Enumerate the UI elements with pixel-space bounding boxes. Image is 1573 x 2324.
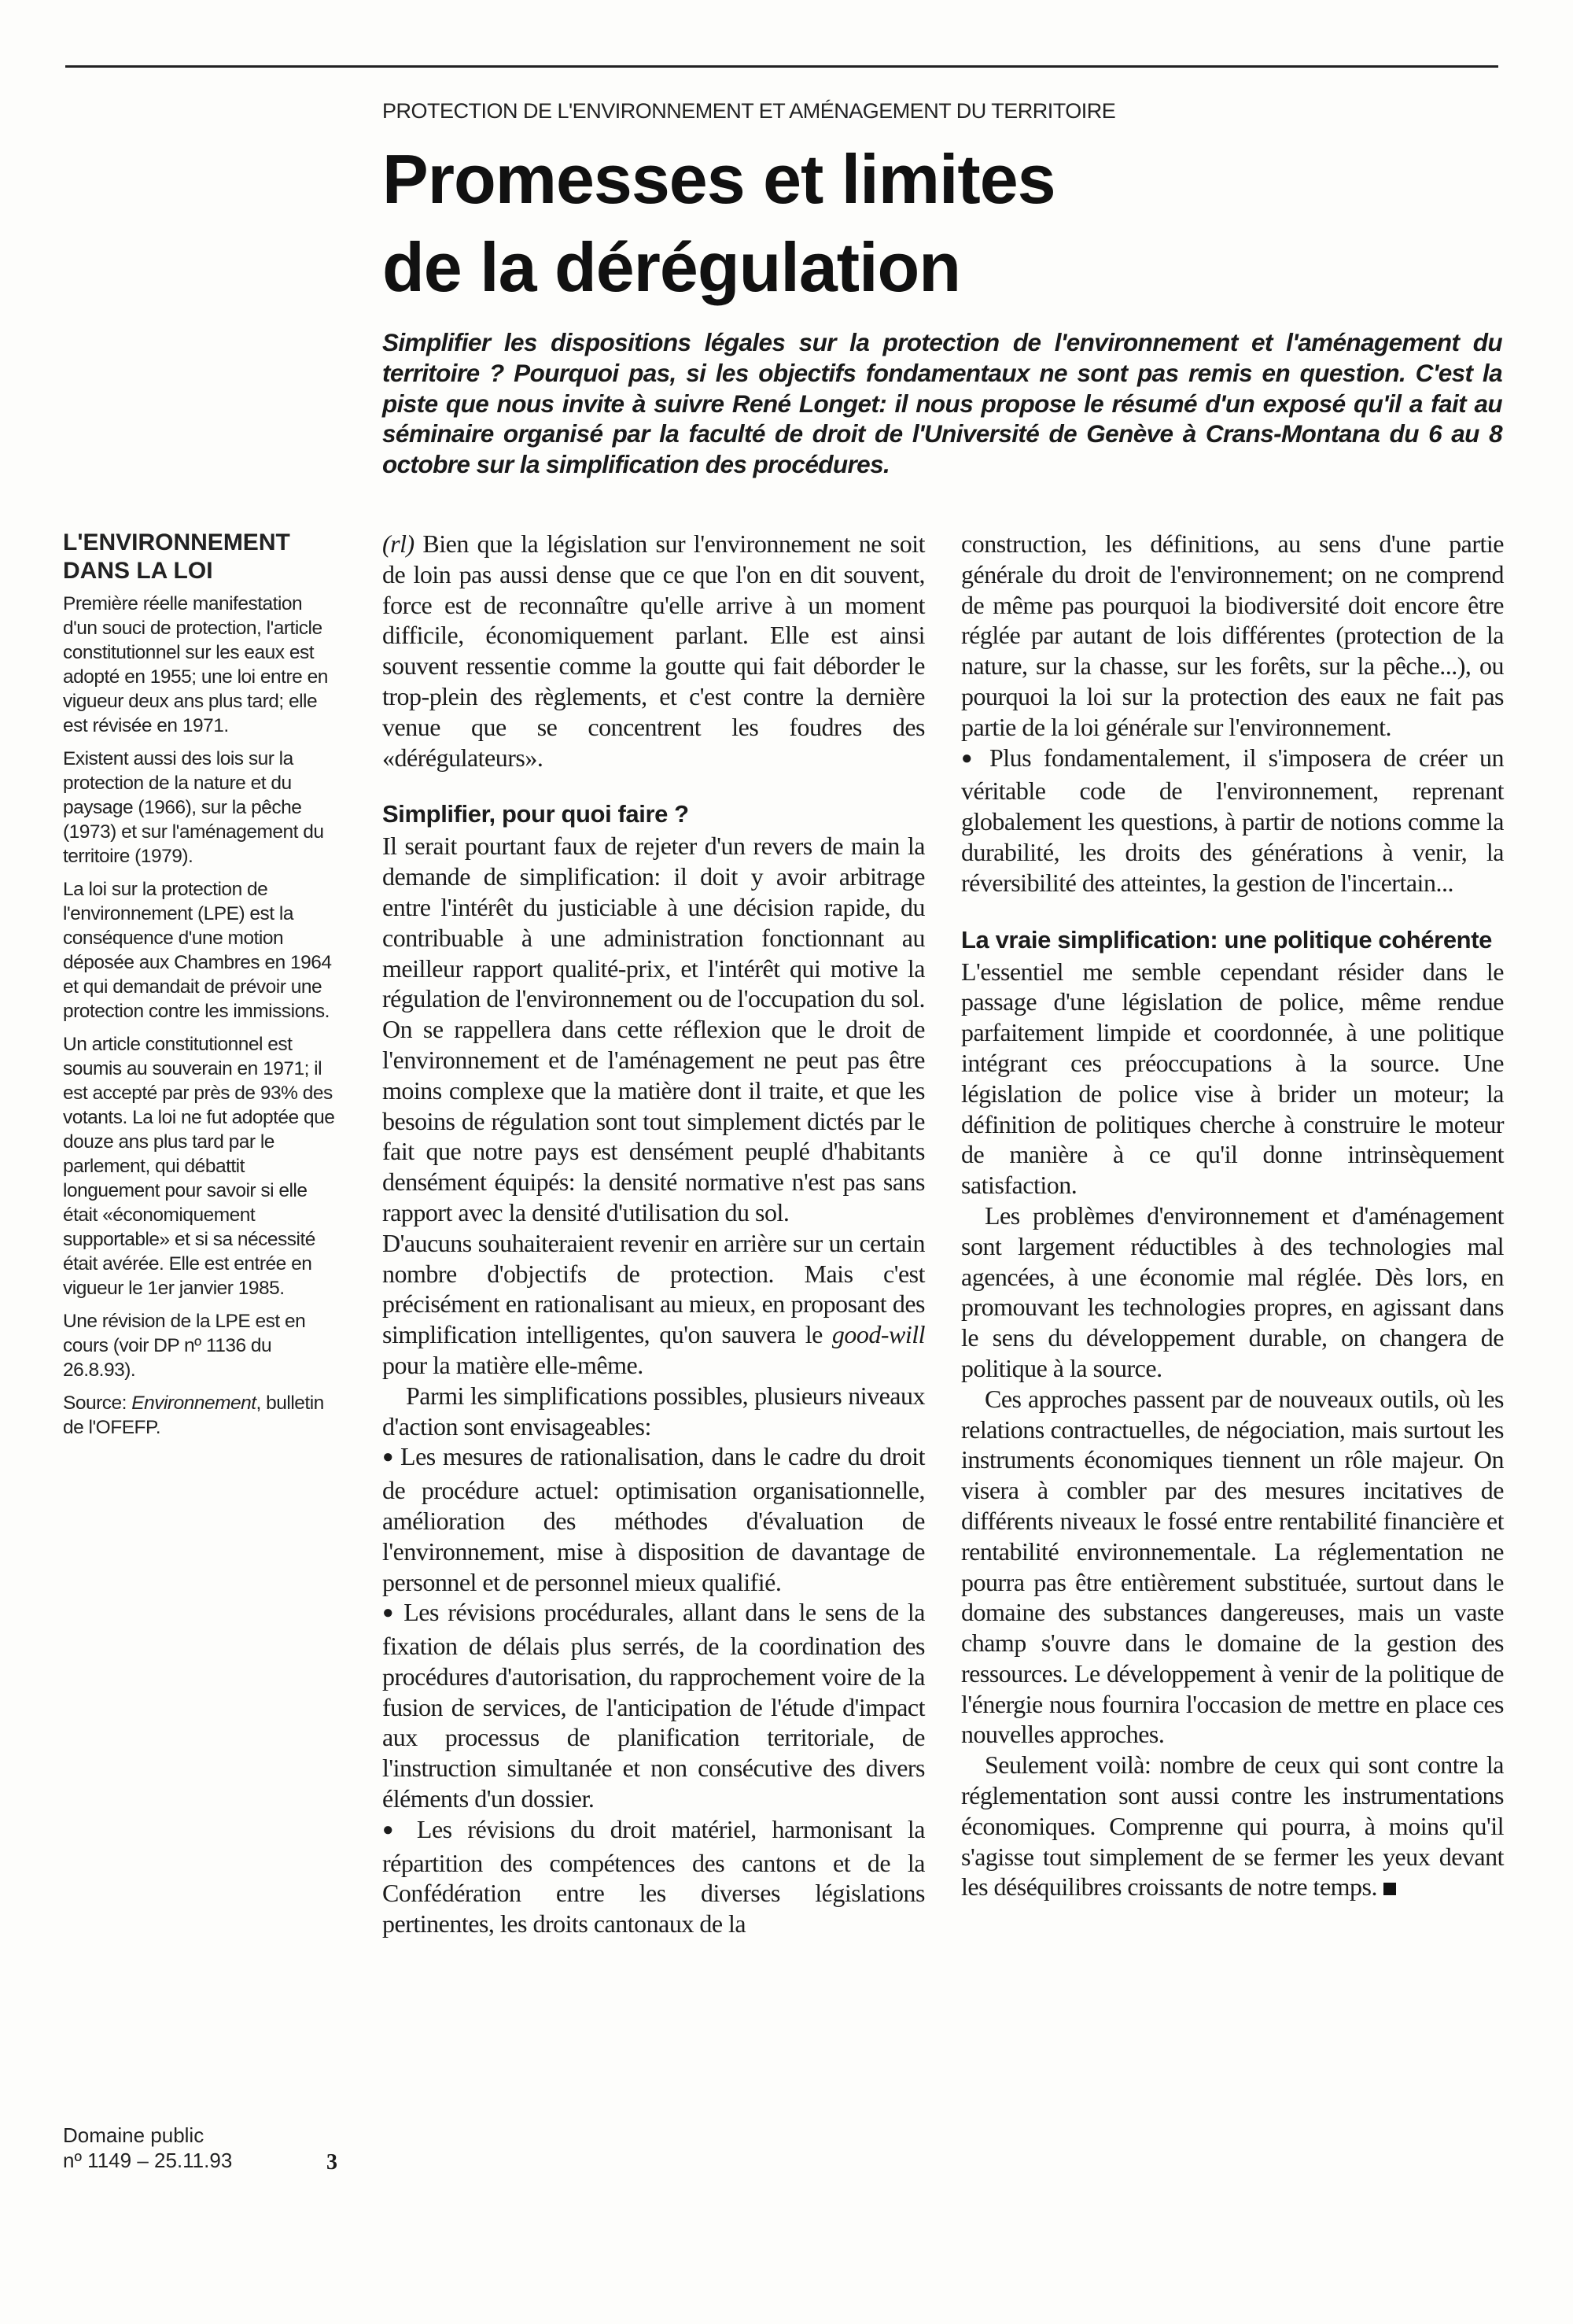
body-text: pour la matière elle-même. <box>382 1350 643 1379</box>
sidebar-paragraph: Existent aussi des lois sur la protection de la nature et du paysage (1966), sur la pêche (1973) et sur l'aménagement du territoire (1979). <box>63 748 324 867</box>
body-paragraph: Parmi les simplifications possibles, plusieurs niveaux d'action sont envisageables: <box>382 1381 925 1441</box>
end-of-article-mark <box>1383 1883 1396 1895</box>
closing-text: Seulement voilà: nombre de ceux qui sont contre la réglementation sont aussi contre les instrumentations économiques. Comprenne qui pourra, à moins qu'il s'agisse tout simplement de se fermer les yeux devant les déséquilibres croissants de notre temps. <box>961 1750 1504 1902</box>
body-paragraph: Il serait pourtant faux de rejeter d'un revers de main la demande de simplification: il doit y avoir arbitrage entre l'intérêt du justiciable à une décision rapide, du contribuable à une administration fonctionnant au meilleur rapport qualité-prix, et l'intérêt qui motive la régulation de l'environnement ou de l'occupation du sol. On se rappellera dans cette réflexion que le droit de l'environnement et de l'aménagement ne peut pas être moins complexe que la matière dont il traite, et que les besoins de régulation sont tout simplement dictés par le fait que notre pays est densément peuplé d'habitants densément équipés: la densité normative n'est pas sans rapport avec la densité d'utilisation du sol. <box>382 832 925 1227</box>
bullet-item: ● Plus fondamentalement, il s'imposera de créer un véritable code de l'environnement, reprenant globalement les questions, à partir de notions comme la durabilité, les droits des générations à venir, la réversibilité des atteintes, la gestion de l'incertain... <box>961 743 1504 898</box>
publication-name: Domaine public <box>63 2123 204 2147</box>
page-number: 3 <box>326 2150 337 2175</box>
sidebar-paragraph: La loi sur la protection de l'environnement (LPE) est la conséquence d'une motion déposée aux Chambres en 1964 et qui demandait de prévoir une protection contre les immissions. <box>63 879 332 1022</box>
article-column-1 <box>382 529 925 1939</box>
bullet-item: ● Les révisions du droit matériel, harmonisant la répartition des compétences des cantons et de la Confédération entre les diverses législations pertinentes, les droits cantonaux de la <box>382 1814 925 1939</box>
body-paragraph: Les problèmes d'environnement et d'aménagement sont largement réductibles à des technologies mal agencées, à une économie mal réglée. Dès lors, en promouvant les technologies propres, en agissant dans le sens du développement durable, on changera de politique à la source. <box>961 1201 1504 1382</box>
page-footer <box>63 2123 354 2173</box>
bullet-item: ● Les mesures de rationalisation, dans le cadre du droit de procédure actuel: optimisation organisationnelle, amélioration des méthodes d'évaluation de l'environnement, mise à disposition de davantage de personnel et de personnel mieux qualifié. <box>382 1441 925 1597</box>
author-initials: (rl) <box>382 529 414 558</box>
title-line-1: Promesses et limites <box>382 140 1055 218</box>
article-column-2 <box>961 529 1504 1902</box>
bullet-item: ● Les révisions procédurales, allant dans le sens de la fixation de délais plus serrés, de la coordination des procédures d'autorisation, du rapprochement voire de la fusion de services, de l'anticipation de l'étude d'impact aux processus de planification territoriale, de l'instruction simultanée et non consécutive des divers éléments d'un dossier. <box>382 1597 925 1814</box>
subheading-simplifier: Simplifier, pour quoi faire ? <box>382 800 689 828</box>
intro-text: Bien que la législation sur l'environnement ne soit de loin pas aussi dense que ce que l'on en dit souvent, force est de reconnaître qu'elle arrive à un moment difficile, économiquement parlant. Elle est ainsi souvent ressentie comme la goutte qui fait déborder le trop-plein des règlements, et c'est contre la dernière venue que se concentrent les foudres des «dérégulateurs». <box>382 529 925 772</box>
body-paragraph <box>382 1228 925 1381</box>
body-text: D'aucuns souhaiteraient revenir en arrière sur un certain nombre d'objectifs de protection. Mais c'est précisément en rationalisant au mieux, en proposant des simplification intelligentes, qu'on sauvera le <box>382 1228 925 1349</box>
body-paragraph: L'essentiel me semble cependant résider dans le passage d'une législation de police, même rendue parfaitement limpide et coordonnée, à une politique intégrant ces préoccupations à la source. Une législation de police vise à brider un moteur; la définition de politiques cherche à construire le moteur de manière à ce qu'il donne intrinsèquement satisfaction. <box>961 957 1504 1200</box>
emphasis-text: good-will <box>831 1320 925 1349</box>
source-title: Environnement <box>131 1393 256 1414</box>
body-paragraph: construction, les définitions, au sens d'une partie générale du droit de l'environnement; on ne comprend de même pas pourquoi la biodiversité doit encore être réglée par autant de lois différentes (protection de la nature, sur la chasse, sur les forêts, sur la pêche...), ou pourquoi la loi sur la protection des eaux ne fait pas partie de la loi générale sur l'environnement. <box>961 529 1504 741</box>
subheading-vraie-simplification: La vraie simplification: une politique cohérente <box>961 925 1492 954</box>
intro-paragraph <box>382 529 925 773</box>
closing-paragraph <box>961 1750 1504 1902</box>
source-rest: , bulletin de l'OFEFP. <box>63 1393 324 1438</box>
body-paragraph: Ces approches passent par de nouveaux outils, où les relations contractuelles, de négociation, mais surtout les instruments économiques tiennent un rôle majeur. On visera à combler par des mesures incitatives de différents niveaux le fossé entre rentabilité financière et rentabilité environnementale. La réglementation ne pourra pas être entièrement substituée, surtout dans le domaine des substances dangereuses, mais un vaste champ s'ouvre dans le domaine de la gestion des ressources. Le développement à venir de la politique de l'énergie nous fournira l'occasion de mettre en place ces nouvelles approches. <box>961 1384 1504 1749</box>
sidebar-source <box>63 1391 340 1440</box>
section-kicker: PROTECTION DE L'ENVIRONNEMENT ET AMÉNAGEMENT DU TERRITOIRE <box>382 99 1116 123</box>
sidebar-box <box>63 529 340 1448</box>
article-lead: Simplifier les dispositions légales sur la protection de l'environnement et l'aménagement du territoire ? Pourquoi pas, si les objectifs fondamentaux ne sont pas remis en question. C'est la piste que nous invite à suivre René Longet: il nous propose le résumé d'un exposé qu'il a fait au séminaire organisé par la faculté de droit de l'Université de Genève à Crans-Montana du 6 au 8 octobre sur la simplification des procédures. <box>382 328 1502 479</box>
sidebar-heading: L'ENVIRONNEMENT DANS LA LOI <box>63 529 290 584</box>
article-title <box>382 135 1483 312</box>
sidebar-paragraph: Un article constitutionnel est soumis au souverain en 1971; il est accepté par près de 93% des votants. La loi ne fut adoptée que douze ans plus tard par le parlement, qui débattit longuement pour savoir si elle était «économiquement supportable» et si sa nécessité était avérée. Elle est entrée en vigueur le 1er janvier 1985. <box>63 1034 335 1299</box>
title-line-2: de la dérégulation <box>382 228 961 306</box>
top-rule <box>65 65 1498 68</box>
sidebar-paragraph: Une révision de la LPE est en cours (voir DP nº 1136 du 26.8.93). <box>63 1311 306 1381</box>
source-label: Source: <box>63 1393 132 1414</box>
sidebar-paragraph: Première réelle manifestation d'un souci de protection, l'article constitutionnel sur les eaux est adopté en 1955; une loi entre en vigueur deux ans plus tard; elle est révisée en 1971. <box>63 593 328 736</box>
issue-info: nº 1149 – 25.11.93 <box>63 2149 233 2172</box>
